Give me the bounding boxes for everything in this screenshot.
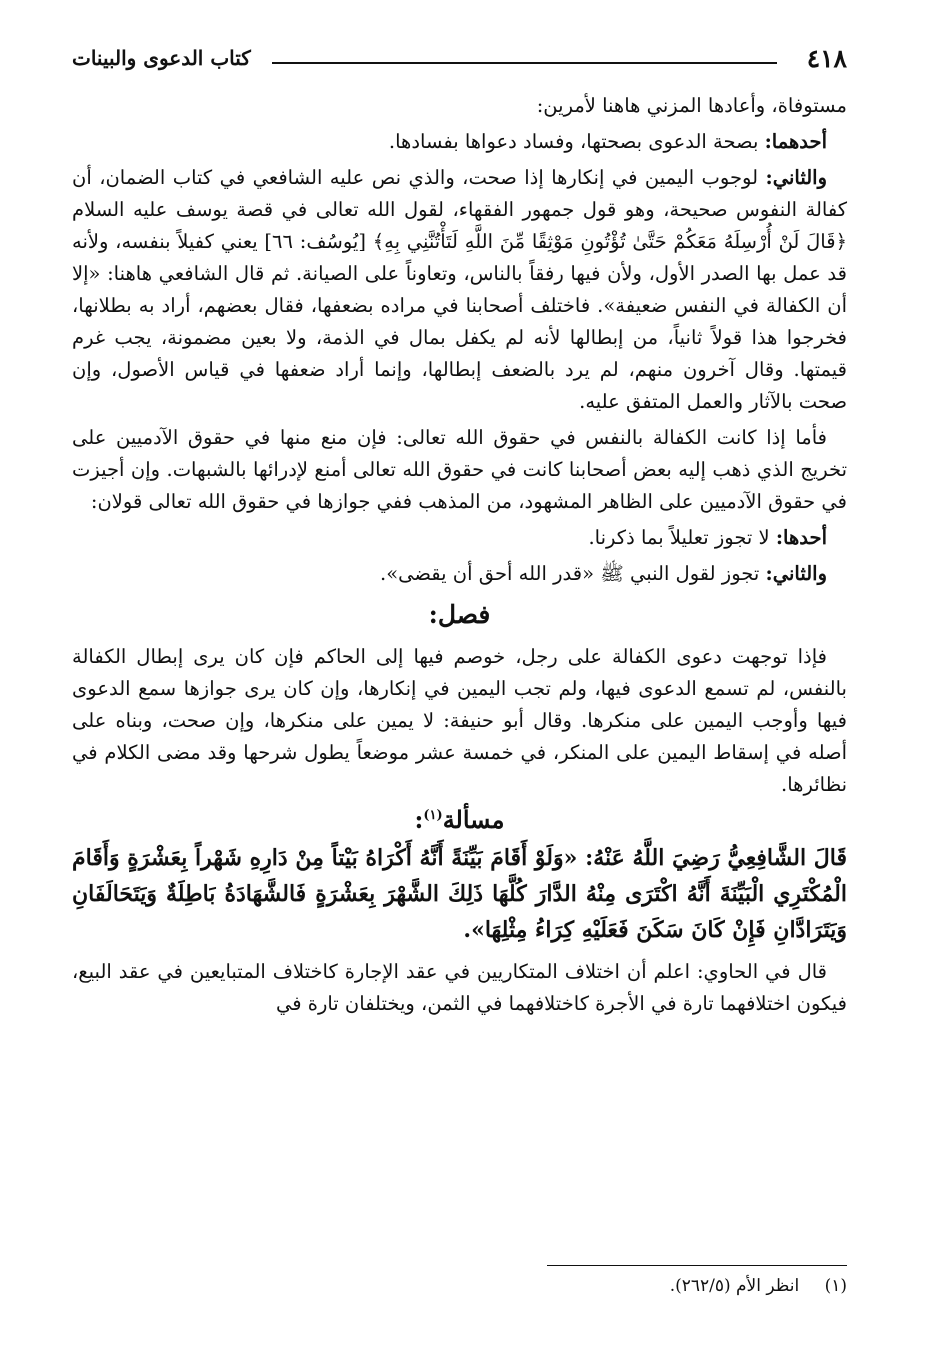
paragraph-lead: والثاني: (765, 166, 827, 189)
matn-text: قَالَ الشَّافِعِيُّ رَضِيَ اللَّهُ عَنْهُ: «وَلَوْ أَقَامَ بَيِّنَةً أَنَّهُ أَكْرَاهُ بَيْتاً مِنْ دَارِهِ شَهْراً بِعَشْرَةٍ وَأَقَامَ الْمُكْتَرِي الْبَيِّنَةَ أَنَّهُ اكْتَرَى مِنْهُ الدَّارَ كُلَّهَا ذَلِكَ الشَّهْرَ بِعَشْرَةٍ فَالشَّهَادَةُ بَاطِلَةٌ وَيَتَحَالَفَانِ وَيَتَرَادَّانِ فَإِنْ كَانَ سَكَنَ فَعَلَيْهِ كِرَاءُ مِثْلِهَا». (72, 845, 847, 943)
document-page (72, 40, 847, 1340)
page-number: ٤١٨ (806, 44, 847, 73)
paragraph (72, 162, 847, 418)
page-header (72, 40, 847, 80)
footnote-rule (547, 1265, 847, 1266)
paragraph-text: لوجوب اليمين في إنكارها إذا صحت، والذي نص عليه الشافعي في كتاب الضمان، أن كفالة النفوس صحيحة، وهو قول جمهور الفقهاء، لقول الله تعالى في قصة يوسف عليه السلام ﴿قَالَ لَنْ أُرْسِلَهُ مَعَكُمْ حَتَّىٰ تُؤْتُونِ مَوْثِقًا مِّنَ اللَّهِ لَتَأْتُنَّنِي بِهِ﴾ [يُوسُف: ٦٦] يعني كفيلاً بنفسه، ولأنه قد عمل بها الصدر الأول، ولأن فيها رفقاً بالناس، وتعاوناً على الصيانة. ثم قال الشافعي هاهنا: «إلا أن الكفالة في النفس ضعيفة». فاختلف أصحابنا في مراده بضعفها، فقال بعضهم، أراد به بطلانها، فخرجوا هذا قولاً ثانياً، من إبطالها لأنه لم يكفل بمال في الذمة، ولا بعين مضمونة، يجب غرم قيمتها. وقال آخرون منهم، لم يرد بالضعف إبطالها، وإنما أراد ضعفها في قياس الأصول، وإن صحت بالآثار والعمل المتفق عليه. (72, 166, 847, 413)
section-title: فصل: (428, 600, 491, 629)
body-text (72, 90, 847, 1024)
masala-label: مسألة (442, 805, 505, 834)
paragraph-lead: أحدها: (775, 526, 827, 549)
footnote (670, 1273, 847, 1299)
paragraph-lead: أحدهما: (764, 130, 827, 153)
running-title: كتاب الدعوى والبينات (72, 46, 251, 70)
footnote-text: انظر الأم (٢٦٢/٥). (669, 1276, 800, 1296)
paragraph-text: بصحة الدعوى بصحتها، وفساد دعواها بفسادها. (388, 130, 765, 153)
paragraph-lead: والثاني: (765, 562, 827, 585)
paragraph (72, 522, 847, 554)
masala-title: مسألة$^{(١)}$: (414, 805, 505, 834)
paragraph (72, 126, 847, 158)
paragraph: قال في الحاوي: اعلم أن اختلاف المتكاريين في عقد الإجارة كاختلاف المتبايعين في عقد البيع، فيكون اختلافهما تارة في الأجرة كاختلافهما في الثمن، ويختلفان تارة في (72, 960, 847, 1015)
footnote-number: (١) (824, 1276, 847, 1296)
footnote-ref: (١) (423, 808, 443, 823)
paragraph (72, 558, 847, 590)
paragraph-text: لا تجوز تعليلاً بما ذكرنا. (588, 526, 776, 549)
header-rule (272, 62, 777, 64)
paragraph-text: تجوز لقول النبي ﷺ «قدر الله أحق أن يقضى». (380, 562, 766, 585)
paragraph: فأما إذا كانت الكفالة بالنفس في حقوق الله تعالى: فإن منع منها في حقوق الآدميين على تخريج الذي ذهب إليه بعض أصحابنا كانت في حقوق الله تعالى أمنع لإدرائها بالشبهات. وإن أجيزت في حقوق الآدميين على الظاهر المشهود، من المذهب ففي جوازها في حقوق الله تعالى قولان: (72, 426, 847, 513)
paragraph: مستوفاة، وأعادها المزني هاهنا لأمرين: (536, 94, 847, 117)
paragraph: فإذا توجهت دعوى الكفالة على رجل، خوصم فيها إلى الحاكم فإن كان يرى إبطال الكفالة بالنفس، لم تسمع الدعوى فيها، ولم تجب اليمين في إنكارها، وإن كان يرى جوازها سمع الدعوى فيها وأوجب اليمين على منكرها. وقال أبو حنيفة: لا يمين على منكرها، وإن صحت، وبناه على أصله في إسقاط اليمين على المنكر، في خمسة عشر موضعاً يطول شرحها وقد مضى الكلام في نظائرها. (72, 645, 847, 796)
